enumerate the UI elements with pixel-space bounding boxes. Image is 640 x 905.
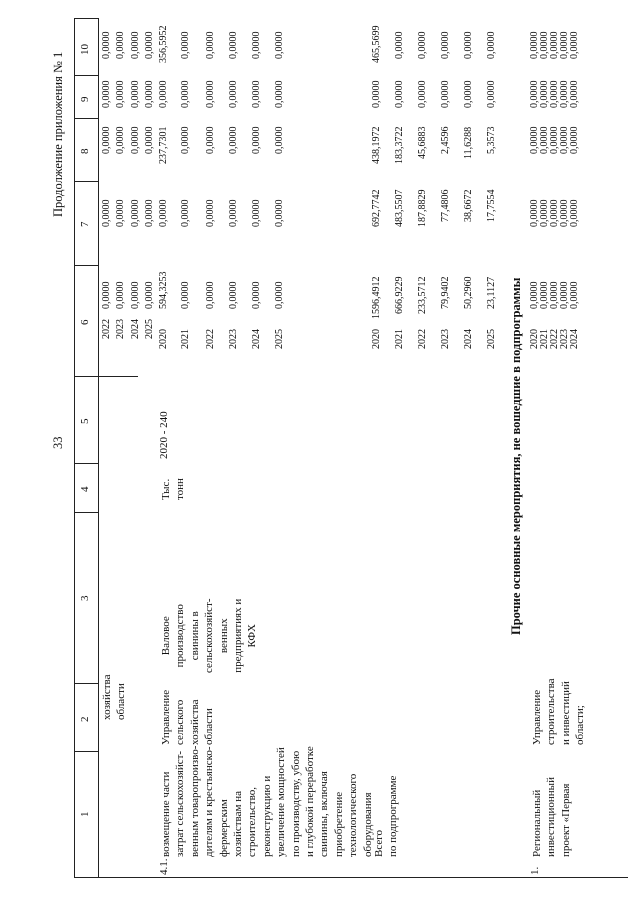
year-cell: 2020 [529,329,540,349]
value-cell: 0,0000 [158,199,169,227]
header-divider [74,683,98,684]
header-col-5: 5 [79,418,91,424]
value-cell: 0,0000 [115,31,126,59]
header-divider [74,18,98,19]
header-col-8: 8 [79,148,91,154]
table-top-border [74,18,75,878]
year-cell: 2023 [228,329,239,349]
value-cell: 183,3722 [394,126,405,164]
value-cell: 0,0000 [228,80,239,108]
value-cell: 0,0000 [394,80,405,108]
value-cell: 0,0000 [569,31,580,59]
year-cell: 2025 [144,319,155,339]
value-cell: 0,0000 [539,80,550,108]
item-name: Региональный инвестиционный проект «Первая [531,777,572,857]
value-cell: 0,0000 [144,199,155,227]
value-cell: 0,0000 [569,80,580,108]
value-cell: 0,0000 [205,31,216,59]
header-col-9: 9 [79,96,91,102]
value-cell: 0,0000 [529,281,540,309]
value-cell: 0,0000 [251,199,262,227]
header-col-10: 10 [79,44,91,55]
year-cell: 2022 [205,329,216,349]
value-cell: 50,2960 [463,276,474,309]
continuation-label: Продолжение приложения № 1 [51,51,65,217]
value-cell: 0,0000 [539,199,550,227]
value-cell: 0,0000 [228,281,239,309]
value-cell: 0,0000 [559,281,570,309]
value-cell: 0,0000 [251,31,262,59]
item-executor: Управление сельского хозяйства области [160,689,216,745]
value-cell: 237,7301 [158,126,169,164]
section-title: Прочие основные мероприятия, не вошедшие в подпрограммы [509,277,523,635]
header-divider [74,118,98,119]
value-cell: 594,3253 [158,271,169,309]
value-cell: 5,3573 [486,126,497,154]
value-cell: 1596,4912 [371,276,382,319]
value-cell: 0,0000 [130,126,141,154]
header-divider [74,463,98,464]
value-cell: 38,6672 [463,189,474,222]
value-cell: 0,0000 [486,80,497,108]
header-divider [74,75,98,76]
year-cell: 2021 [539,329,550,349]
value-cell: 0,0000 [144,126,155,154]
year-cell: 2022 [101,319,112,339]
value-cell: 0,0000 [549,80,560,108]
value-cell: 0,0000 [549,126,560,154]
header-divider [74,512,98,513]
value-cell: 0,0000 [180,199,191,227]
value-cell: 465,5699 [371,25,382,63]
value-cell: 17,7554 [486,189,497,222]
year-cell: 2022 [417,329,428,349]
year-cell: 2021 [180,329,191,349]
value-cell: 0,0000 [394,31,405,59]
value-cell: 0,0000 [180,31,191,59]
value-cell: 0,0000 [529,126,540,154]
value-cell: 692,7742 [371,189,382,227]
value-cell: 0,0000 [251,126,262,154]
value-cell: 0,0000 [130,80,141,108]
value-cell: 0,0000 [228,199,239,227]
table-header-bottom-border [98,18,99,878]
value-cell: 0,0000 [115,126,126,154]
item-number: 4.1. [158,858,170,875]
value-cell: 0,0000 [130,281,141,309]
value-cell: 0,0000 [417,31,428,59]
header-divider [74,265,98,266]
year-cell: 2024 [251,329,262,349]
value-cell: 356,5952 [158,25,169,63]
value-cell: 45,6883 [417,126,428,159]
item-period: 2020 - 240 [158,411,170,459]
header-col-3: 3 [79,595,91,601]
item-name: возмещение части затрат сельскохозяйст- венным товаропроизво- дителям и крестьянско- фермерским хозяйствам на строительство, реконструкцию и увеличение мощностей по производству, убою и глубокой переработке свинины, включая приобретение технологического оборудования [160,745,374,857]
value-cell: 0,0000 [529,31,540,59]
value-cell: 0,0000 [180,126,191,154]
item-executor: Управление строительства и инвестиций области; [531,678,587,745]
value-cell: 0,0000 [549,281,560,309]
value-cell: 0,0000 [559,80,570,108]
year-cell: 2025 [486,329,497,349]
value-cell: 0,0000 [144,80,155,108]
value-cell: 0,0000 [205,80,216,108]
value-cell: 0,0000 [371,80,382,108]
header-divider [74,751,98,752]
value-cell: 233,5712 [417,276,428,314]
item-number: 1. [529,866,541,875]
value-cell: 0,0000 [539,126,550,154]
item-indicator: Валовое производство свинины в сельскохозяйст- венных предприятиях и КФХ [160,598,259,673]
value-cell: 0,0000 [529,199,540,227]
header-divider [74,877,98,878]
value-cell: 0,0000 [559,199,570,227]
value-cell: 0,0000 [228,31,239,59]
value-cell: 0,0000 [115,80,126,108]
header-divider [74,181,98,182]
value-cell: 0,0000 [440,80,451,108]
value-cell: 0,0000 [251,80,262,108]
year-cell: 2024 [463,329,474,349]
value-cell: 0,0000 [569,281,580,309]
value-cell: 77,4806 [440,189,451,222]
value-cell: 0,0000 [180,281,191,309]
value-cell: 0,0000 [274,80,285,108]
item-unit: Тыс. тонн [160,478,187,500]
year-cell: 2025 [274,329,285,349]
value-cell: 0,0000 [559,31,570,59]
value-cell: 23,1127 [486,276,497,309]
value-cell: 0,0000 [180,80,191,108]
total-label: Всего [373,830,385,857]
value-cell: 483,5507 [394,189,405,227]
value-cell: 0,0000 [101,80,112,108]
value-cell: 0,0000 [569,199,580,227]
year-column-divider [98,376,138,377]
value-cell: 0,0000 [549,31,560,59]
value-cell: 187,8829 [417,189,428,227]
value-cell: 0,0000 [205,281,216,309]
value-cell: 0,0000 [101,126,112,154]
year-cell: 2020 [158,329,169,349]
value-cell: 0,0000 [539,31,550,59]
value-cell: 0,0000 [115,199,126,227]
value-cell: 0,0000 [274,199,285,227]
value-cell: 0,0000 [115,281,126,309]
value-cell: 0,0000 [205,199,216,227]
year-cell: 2020 [371,329,382,349]
year-cell: 2023 [559,329,570,349]
value-cell: 0,0000 [463,31,474,59]
year-cell: 2024 [569,329,580,349]
value-cell: 0,0000 [228,126,239,154]
header-divider [74,376,98,377]
year-cell: 2022 [549,329,560,349]
table-left-border [98,877,628,878]
year-cell: 2023 [115,319,126,339]
carry-over-executor: хозяйства области [101,674,128,720]
total-sublabel: по подпрограмме [387,775,399,857]
value-cell: 0,0000 [101,281,112,309]
value-cell: 0,0000 [101,31,112,59]
value-cell: 0,0000 [463,80,474,108]
year-cell: 2021 [394,329,405,349]
value-cell: 2,4596 [440,126,451,154]
value-cell: 0,0000 [529,80,540,108]
value-cell: 0,0000 [251,281,262,309]
value-cell: 666,9229 [394,276,405,314]
value-cell: 0,0000 [549,199,560,227]
value-cell: 0,0000 [205,126,216,154]
value-cell: 0,0000 [274,281,285,309]
value-cell: 79,9402 [440,276,451,309]
value-cell: 0,0000 [569,126,580,154]
value-cell: 0,0000 [440,31,451,59]
value-cell: 438,1972 [371,126,382,164]
value-cell: 0,0000 [274,126,285,154]
value-cell: 0,0000 [274,31,285,59]
page-number: 33 [51,436,65,449]
value-cell: 0,0000 [144,281,155,309]
header-col-1: 1 [79,811,91,817]
value-cell: 0,0000 [417,80,428,108]
header-col-4: 4 [79,486,91,492]
value-cell: 11,6288 [463,126,474,159]
value-cell: 0,0000 [101,199,112,227]
value-cell: 0,0000 [158,80,169,108]
value-cell: 0,0000 [144,31,155,59]
header-col-7: 7 [79,221,91,227]
value-cell: 0,0000 [559,126,570,154]
header-col-2: 2 [79,716,91,722]
year-cell: 2023 [440,329,451,349]
header-col-6: 6 [79,319,91,325]
value-cell: 0,0000 [130,199,141,227]
value-cell: 0,0000 [539,281,550,309]
value-cell: 0,0000 [130,31,141,59]
value-cell: 0,0000 [486,31,497,59]
year-cell: 2024 [130,319,141,339]
